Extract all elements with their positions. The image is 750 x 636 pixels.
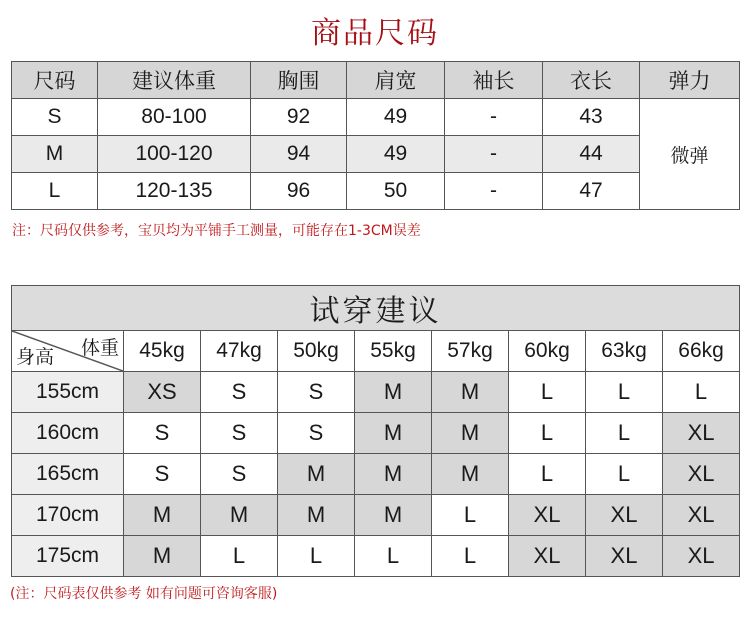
weight-cell: 100-120 (98, 136, 251, 173)
suggested-size-cell: L (509, 454, 586, 495)
suggested-size-cell: L (586, 413, 663, 454)
tryon-title-row (12, 286, 740, 331)
height-label: 155cm (12, 372, 124, 413)
suggested-size-cell: XL (663, 454, 740, 495)
suggested-size-cell: M (355, 372, 432, 413)
suggested-size-cell: L (509, 372, 586, 413)
weight-header: 55kg (355, 331, 432, 372)
suggested-size-cell: S (124, 413, 201, 454)
height-label: 160cm (12, 413, 124, 454)
size-row (12, 173, 740, 210)
tryon-title: 试穿建议 (12, 286, 740, 331)
header-size: 尺码 (12, 62, 98, 99)
header-elasticity: 弹力 (640, 62, 740, 99)
chest-cell: 94 (251, 136, 347, 173)
size-note: 注：尺码仅供参考，宝贝均为平铺手工测量，可能存在1-3CM误差 (12, 223, 421, 239)
shoulder-cell: 49 (347, 136, 445, 173)
weight-header: 47kg (201, 331, 278, 372)
shoulder-cell: 50 (347, 173, 445, 210)
weight-cell: 120-135 (98, 173, 251, 210)
suggested-size-cell: M (355, 495, 432, 536)
suggested-size-cell: XL (663, 536, 740, 577)
tryon-note: (注：尺码表仅供参考 如有问题可咨询客服) (10, 586, 278, 602)
suggested-size-cell: S (201, 454, 278, 495)
suggested-size-cell: L (509, 413, 586, 454)
corner-header (12, 331, 124, 372)
elasticity-cell: 微弹 (640, 99, 740, 210)
corner-height-label: 身高 (16, 347, 55, 368)
suggested-size-cell: M (278, 495, 355, 536)
length-cell: 47 (543, 173, 640, 210)
weight-header: 45kg (124, 331, 201, 372)
chest-cell: 92 (251, 99, 347, 136)
suggested-size-cell: S (124, 454, 201, 495)
weight-header: 60kg (509, 331, 586, 372)
suggested-size-cell: L (278, 536, 355, 577)
header-chest: 胸围 (251, 62, 347, 99)
size-row (12, 136, 740, 173)
weight-header: 57kg (432, 331, 509, 372)
suggested-size-cell: XS (124, 372, 201, 413)
suggested-size-cell: XL (663, 495, 740, 536)
suggested-size-cell: M (355, 454, 432, 495)
sleeve-cell: - (445, 136, 543, 173)
suggested-size-cell: M (124, 495, 201, 536)
length-cell: 43 (543, 99, 640, 136)
size-table (11, 61, 740, 210)
chest-cell: 96 (251, 173, 347, 210)
weight-header: 50kg (278, 331, 355, 372)
suggested-size-cell: M (278, 454, 355, 495)
size-cell: S (12, 99, 98, 136)
size-cell: M (12, 136, 98, 173)
corner-weight-label: 体重 (80, 338, 119, 359)
suggested-size-cell: S (201, 372, 278, 413)
suggested-size-cell: M (432, 372, 509, 413)
tryon-row (12, 454, 740, 495)
header-weight: 建议体重 (98, 62, 251, 99)
suggested-size-cell: L (432, 495, 509, 536)
sleeve-cell: - (445, 99, 543, 136)
tryon-row (12, 372, 740, 413)
suggested-size-cell: L (201, 536, 278, 577)
suggested-size-cell: L (663, 372, 740, 413)
size-table-header-row (12, 62, 740, 99)
tryon-row (12, 413, 740, 454)
suggested-size-cell: L (586, 372, 663, 413)
suggested-size-cell: M (124, 536, 201, 577)
weight-header: 66kg (663, 331, 740, 372)
shoulder-cell: 49 (347, 99, 445, 136)
suggested-size-cell: M (355, 413, 432, 454)
suggested-size-cell: S (201, 413, 278, 454)
suggested-size-cell: M (432, 413, 509, 454)
header-shoulder: 肩宽 (347, 62, 445, 99)
suggested-size-cell: XL (663, 413, 740, 454)
weight-cell: 80-100 (98, 99, 251, 136)
height-label: 175cm (12, 536, 124, 577)
tryon-row (12, 495, 740, 536)
tryon-row (12, 536, 740, 577)
suggested-size-cell: L (355, 536, 432, 577)
suggested-size-cell: XL (586, 536, 663, 577)
tryon-body (12, 372, 740, 577)
height-label: 165cm (12, 454, 124, 495)
suggested-size-cell: XL (509, 536, 586, 577)
weight-header-row (12, 331, 740, 372)
suggested-size-cell: XL (509, 495, 586, 536)
suggested-size-cell: M (432, 454, 509, 495)
suggested-size-cell: S (278, 372, 355, 413)
suggested-size-cell: XL (586, 495, 663, 536)
page-title: 商品尺码 (311, 16, 439, 51)
suggested-size-cell: M (201, 495, 278, 536)
size-row (12, 99, 740, 136)
header-length: 衣长 (543, 62, 640, 99)
length-cell: 44 (543, 136, 640, 173)
suggested-size-cell: L (586, 454, 663, 495)
tryon-table (11, 285, 740, 577)
weight-header: 63kg (586, 331, 663, 372)
suggested-size-cell: S (278, 413, 355, 454)
size-cell: L (12, 173, 98, 210)
sleeve-cell: - (445, 173, 543, 210)
header-sleeve: 袖长 (445, 62, 543, 99)
suggested-size-cell: L (432, 536, 509, 577)
height-label: 170cm (12, 495, 124, 536)
